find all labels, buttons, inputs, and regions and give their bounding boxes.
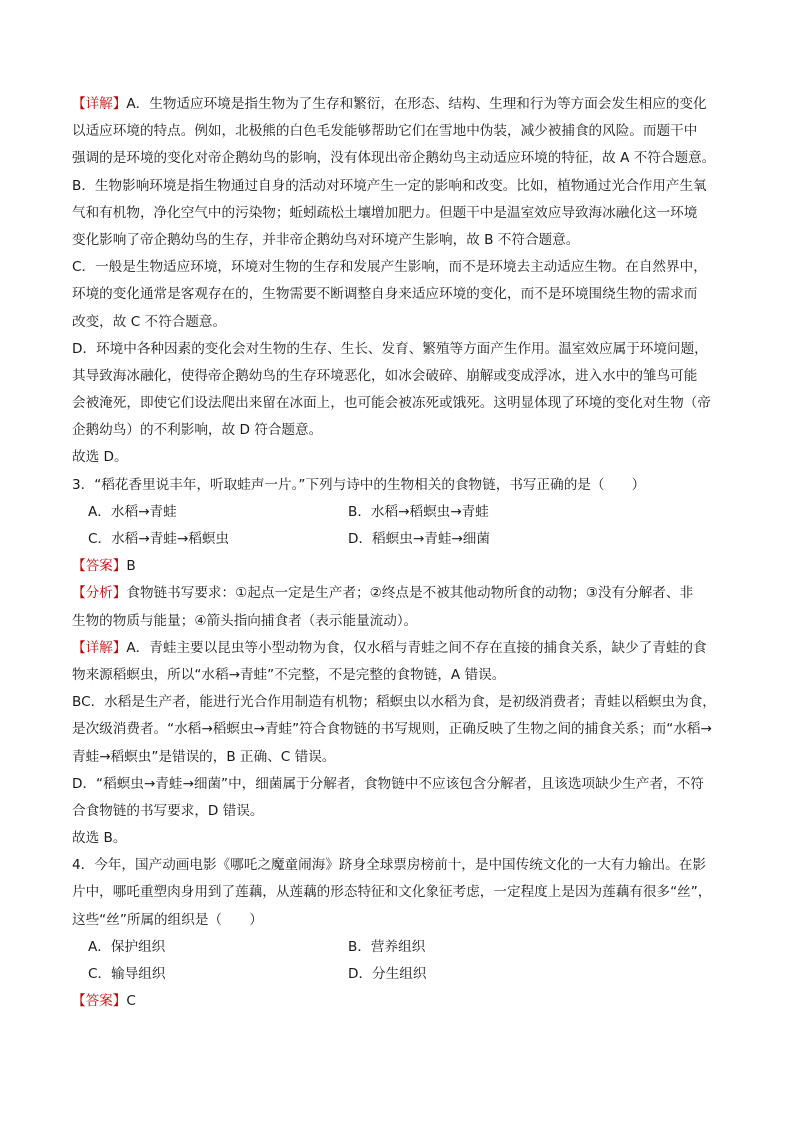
text-line bbox=[72, 852, 724, 879]
text-line bbox=[72, 689, 724, 716]
text-line bbox=[72, 988, 724, 1015]
answer-option: C．水稻→青蛙→稻螟虫 bbox=[88, 531, 230, 547]
line-text: A．青蛙主要以昆虫等小型动物为食，仅水稻与青蛙之间不存在直接的捕食关系，缺少了青蛙的食 bbox=[126, 639, 707, 656]
line-text: 合食物链的书写要求，D 错误。 bbox=[72, 802, 264, 819]
line-text: 变化影响了帝企鹅幼鸟的生存，并非帝企鹅幼鸟对环境产生影响，故 B 不符合题意。 bbox=[72, 231, 580, 248]
text-line bbox=[72, 309, 724, 336]
answer-option: A．保护组织 bbox=[88, 938, 166, 955]
section-tag: 【分析】 bbox=[72, 585, 127, 602]
text-line bbox=[72, 825, 724, 852]
text-line bbox=[72, 227, 724, 254]
line-text: 片中，哪吒重塑肉身用到了莲藕，从莲藕的形态特征和文化象征考虑，一定程度上是因为莲藕有很多“丝”， bbox=[72, 884, 712, 901]
text-line bbox=[72, 662, 724, 689]
text-line bbox=[72, 336, 724, 363]
text-line bbox=[72, 907, 724, 934]
line-text: B bbox=[126, 558, 136, 575]
section-tag: 【答案】 bbox=[72, 558, 127, 575]
line-text: D．环境中各种因素的变化会对生物的生存、生长、发育、繁殖等方面产生作用。温室效应属于环境问题， bbox=[72, 340, 708, 357]
document-body bbox=[72, 91, 724, 1015]
line-text: B．生物影响环境是指生物通过自身的活动对环境产生一定的影响和改变。比如，植物通过光合作用产生氧 bbox=[72, 177, 707, 194]
text-line bbox=[72, 200, 724, 227]
text-line bbox=[72, 771, 724, 798]
text-line bbox=[72, 91, 724, 118]
line-text: 强调的是环境的变化对帝企鹅幼鸟的影响，没有体现出帝企鹅幼鸟主动适应环境的特征，故 A 不符合题意。 bbox=[72, 150, 716, 167]
answer-option: B．水稻→稻螟虫→青蛙 bbox=[348, 503, 489, 520]
line-text: 以适应环境的特点。例如，北极熊的白色毛发能够帮助它们在雪地中伪装，减少被捕食的风险。而题干中 bbox=[72, 123, 698, 140]
line-text: 其导致海冰融化，使得帝企鹅幼鸟的生存环境恶化，如冰会破碎、崩解或变成浮冰，进入水中的雏鸟可能 bbox=[72, 367, 698, 384]
answer-options-row bbox=[72, 499, 724, 526]
line-text: 企鹅幼鸟）的不利影响，故 D 符合题意。 bbox=[72, 422, 323, 439]
text-line bbox=[72, 417, 724, 444]
answer-options-row bbox=[72, 934, 724, 961]
answer-option: D．稻螟虫→青蛙→细菌 bbox=[348, 531, 490, 547]
line-text: 这些“丝”所属的组织是（ ） bbox=[72, 911, 263, 928]
line-text: A．生物适应环境是指生物为了生存和繁衍，在形态、结构、生理和行为等方面会发生相应的变化 bbox=[126, 96, 707, 112]
text-line bbox=[72, 173, 724, 200]
line-text: D．“稻螟虫→青蛙→细菌”中，细菌属于分解者，食物链中不应该包含分解者，且该选项缺少生产者，不符 bbox=[72, 775, 704, 792]
text-line bbox=[72, 472, 724, 499]
answer-options-row bbox=[72, 961, 724, 988]
line-text: 青蛙→稻螟虫”是错误的，B 正确、C 错误。 bbox=[72, 748, 336, 765]
answer-option: D．分生组织 bbox=[348, 966, 427, 982]
line-text: 会被淹死，即使它们设法爬出来留在冰面上，也可能会被冻死或饿死。这明显体现了环境的变化对生物（帝 bbox=[72, 395, 711, 412]
section-tag: 【详解】 bbox=[72, 96, 127, 112]
text-line bbox=[72, 608, 724, 635]
text-line bbox=[72, 553, 724, 580]
line-text: 环境的变化通常是客观存在的，生物需要不断调整自身来适应环境的变化，而不是环境围绕生物的需求而 bbox=[72, 286, 698, 303]
line-text: C bbox=[126, 993, 136, 1010]
line-text: C．一般是生物适应环境，环境对生物的生存和发展产生影响，而不是环境去主动适应生物。在自然界中， bbox=[72, 259, 707, 276]
answer-option: A．水稻→青蛙 bbox=[88, 503, 177, 520]
line-text: 气和有机物，净化空气中的污染物；蚯蚓疏松土壤增加肥力。但题干中是温室效应导致海冰融化这一环境 bbox=[72, 204, 698, 221]
line-text: 是次级消费者。“水稻→稻螟虫→青蛙”符合食物链的书写规则，正确反映了生物之间的捕食关系；而“水稻→ bbox=[72, 721, 712, 738]
text-line bbox=[72, 444, 724, 471]
answer-option: B．营养组织 bbox=[348, 938, 426, 955]
line-text: 生物的物质与能量；④箭头指向捕食者（表示能量流动）。 bbox=[72, 612, 418, 629]
text-line bbox=[72, 635, 724, 662]
text-line bbox=[72, 580, 724, 607]
text-line bbox=[72, 744, 724, 771]
text-line bbox=[72, 254, 724, 281]
line-text: 故选 B。 bbox=[72, 830, 127, 847]
line-text: 物来源稻螟虫，所以“水稻→青蛙”不完整，不是完整的食物链，A 错误。 bbox=[72, 666, 506, 683]
text-line bbox=[72, 798, 724, 825]
text-line bbox=[72, 716, 724, 743]
text-line bbox=[72, 390, 724, 417]
line-text: 食物链书写要求：①起点一定是生产者；②终点是不被其他动物所食的动物；③没有分解者、非 bbox=[126, 585, 694, 602]
text-line bbox=[72, 879, 724, 906]
text-line bbox=[72, 363, 724, 390]
line-text: 3．“稻花香里说丰年，听取蛙声一片。”下列与诗中的生物相关的食物链，书写正确的是（ ） bbox=[72, 476, 646, 493]
text-line bbox=[72, 118, 724, 145]
text-line bbox=[72, 281, 724, 308]
section-tag: 【详解】 bbox=[72, 639, 127, 656]
line-text: BC．水稻是生产者，能进行光合作用制造有机物；稻螟虫以水稻为食，是初级消费者；青蛙以稻螟虫为食， bbox=[72, 694, 716, 711]
line-text: 故选 D。 bbox=[72, 449, 128, 466]
answer-options-row bbox=[72, 526, 724, 553]
line-text: 改变，故 C 不符合题意。 bbox=[72, 313, 227, 330]
line-text: 4．今年，国产动画电影《哪吒之魔童闹海》跻身全球票房榜前十，是中国传统文化的一大有力输出。在影 bbox=[72, 857, 706, 874]
answer-option: C．输导组织 bbox=[88, 966, 166, 982]
section-tag: 【答案】 bbox=[72, 993, 127, 1010]
text-line bbox=[72, 145, 724, 172]
